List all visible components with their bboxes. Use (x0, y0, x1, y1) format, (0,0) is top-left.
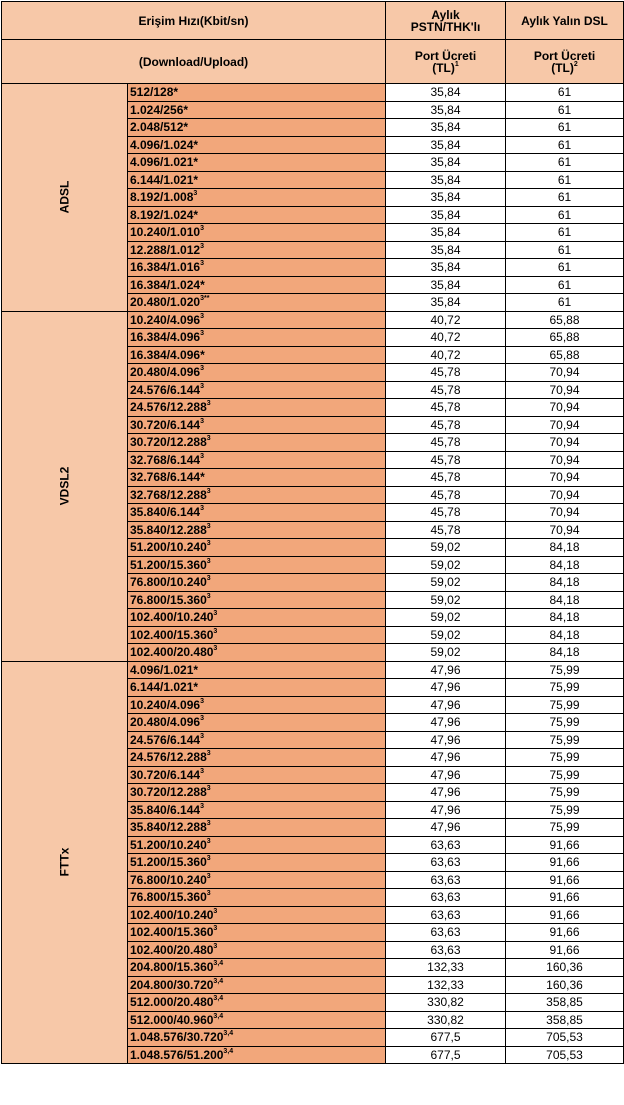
speed-value: 30.720/12.288 (130, 435, 207, 450)
dsl-price-cell: 75,99 (506, 679, 624, 697)
dsl-price-cell: 65,88 (506, 311, 624, 329)
dsl-price-cell: 705,53 (506, 1046, 624, 1064)
speed-footnote: 3,4 (213, 1012, 224, 1020)
pstn-price-cell: 35,84 (386, 189, 506, 207)
dsl-price-cell: 84,18 (506, 574, 624, 592)
speed-cell (128, 416, 386, 434)
pstn-price-cell: 47,96 (386, 661, 506, 679)
dsl-price-cell: 91,66 (506, 924, 624, 942)
dsl-price-cell: 84,18 (506, 591, 624, 609)
dsl-price-cell: 61 (506, 154, 624, 172)
pstn-price-cell: 35,84 (386, 154, 506, 172)
speed-cell (128, 154, 386, 172)
speed-footnote: 3 (200, 242, 204, 250)
speed-value: 16.384/1.024* (130, 277, 205, 292)
pstn-price-cell: 59,02 (386, 626, 506, 644)
speed-value: 6.144/1.021* (130, 172, 199, 187)
speed-value: 76.800/10.240 (130, 872, 207, 887)
dsl-price-cell: 70,94 (506, 399, 624, 417)
dsl-price-cell: 358,85 (506, 994, 624, 1012)
speed-cell (128, 381, 386, 399)
table-row (2, 84, 624, 102)
pstn-price-cell: 35,84 (386, 276, 506, 294)
pstn-price-cell: 63,63 (386, 836, 506, 854)
pstn-price-cell: 35,84 (386, 294, 506, 312)
dsl-price-cell: 61 (506, 171, 624, 189)
pstn-price-cell: 330,82 (386, 1011, 506, 1029)
pstn-price-cell: 35,84 (386, 259, 506, 277)
pstn-price-cell: 47,96 (386, 784, 506, 802)
speed-cell (128, 119, 386, 137)
speed-footnote: 3 (200, 767, 204, 775)
pstn-price-cell: 59,02 (386, 556, 506, 574)
speed-cell (128, 854, 386, 872)
speed-value: 12.288/1.012 (130, 242, 201, 257)
pstn-price-cell: 47,96 (386, 749, 506, 767)
speed-cell (128, 731, 386, 749)
speed-value: 6.144/1.021* (130, 680, 199, 695)
speed-cell (128, 749, 386, 767)
pstn-price-cell: 45,78 (386, 504, 506, 522)
dsl-column-title: Aylık Yalın DSL (506, 2, 624, 40)
dsl-price-cell: 75,99 (506, 661, 624, 679)
dsl-price-cell: 65,88 (506, 329, 624, 347)
dsl-price-cell: 84,18 (506, 626, 624, 644)
dsl-sub-footnote: 2 (573, 60, 578, 68)
dsl-price-cell: 61 (506, 206, 624, 224)
pstn-price-cell: 63,63 (386, 854, 506, 872)
pstn-price-cell: 47,96 (386, 731, 506, 749)
dsl-price-cell: 70,94 (506, 521, 624, 539)
speed-footnote: 3,4 (223, 1030, 234, 1038)
speed-value: 30.720/6.144 (130, 767, 201, 782)
speed-footnote: 3 (206, 820, 211, 828)
speed-footnote: 3 (200, 330, 204, 338)
dsl-price-cell: 75,99 (506, 801, 624, 819)
speed-value: 51.200/15.360 (130, 855, 207, 870)
speed-value: 20.480/4.096 (130, 365, 201, 380)
speed-cell (128, 241, 386, 259)
speed-cell (128, 521, 386, 539)
speed-value: 76.800/15.360 (130, 890, 207, 905)
speed-value: 2.048/512* (130, 120, 189, 135)
pstn-column-subtitle (386, 40, 506, 84)
speed-footnote: 3 (206, 592, 211, 600)
speed-cell (128, 399, 386, 417)
speed-value: 1.048.576/51.200 (130, 1047, 224, 1062)
speed-cell (128, 224, 386, 242)
dsl-price-cell: 84,18 (506, 539, 624, 557)
dsl-price-cell: 70,94 (506, 486, 624, 504)
speed-value: 35.840/12.288 (130, 522, 207, 537)
speed-footnote: 3 (206, 557, 211, 565)
dsl-price-cell: 75,99 (506, 696, 624, 714)
speed-value: 16.384/4.096* (130, 347, 205, 362)
speed-value: 204.800/30.720 (130, 977, 214, 992)
speed-footnote: 3 (200, 732, 204, 740)
dsl-price-cell: 70,94 (506, 434, 624, 452)
pstn-sub-line2 (386, 62, 505, 74)
dsl-price-cell: 75,99 (506, 714, 624, 732)
group-label-fttx (2, 661, 128, 1064)
tariff-table (1, 1, 624, 1064)
speed-footnote: 3 (200, 697, 204, 705)
dsl-price-cell: 70,94 (506, 469, 624, 487)
speed-footnote: 3 (206, 487, 211, 495)
dsl-price-cell: 91,66 (506, 941, 624, 959)
speed-footnote: 3 (206, 872, 211, 880)
speed-cell (128, 819, 386, 837)
speed-cell (128, 189, 386, 207)
speed-footnote: 3 (206, 575, 211, 583)
pstn-price-cell: 47,96 (386, 766, 506, 784)
speed-cell (128, 574, 386, 592)
pstn-price-cell: 47,96 (386, 714, 506, 732)
speed-footnote: 3 (206, 837, 211, 845)
speed-cell (128, 451, 386, 469)
speed-value: 51.200/15.360 (130, 557, 207, 572)
pstn-price-cell: 677,5 (386, 1029, 506, 1047)
dsl-price-cell: 75,99 (506, 749, 624, 767)
dsl-price-cell: 91,66 (506, 889, 624, 907)
speed-cell (128, 486, 386, 504)
speed-cell (128, 766, 386, 784)
table-row (2, 661, 624, 679)
dsl-price-cell: 84,18 (506, 609, 624, 627)
speed-footnote: 3 (206, 540, 211, 548)
pstn-price-cell: 59,02 (386, 591, 506, 609)
speed-value: 35.840/6.144 (130, 505, 201, 520)
speed-cell (128, 469, 386, 487)
speed-footnote: 3,4 (213, 960, 224, 968)
speed-cell (128, 346, 386, 364)
speed-cell (128, 329, 386, 347)
group-name: FTTx (57, 847, 72, 877)
dsl-price-cell: 75,99 (506, 784, 624, 802)
dsl-price-cell: 61 (506, 84, 624, 102)
speed-value: 102.400/15.360 (130, 925, 214, 940)
speed-value: 32.768/6.144* (130, 470, 205, 485)
speed-value: 24.576/6.144 (130, 732, 201, 747)
speed-cell (128, 696, 386, 714)
dsl-price-cell: 61 (506, 259, 624, 277)
pstn-price-cell: 35,84 (386, 224, 506, 242)
speed-footnote: 3 (200, 260, 204, 268)
dsl-price-cell: 91,66 (506, 906, 624, 924)
pstn-price-cell: 132,33 (386, 976, 506, 994)
speed-footnote: 3,4 (213, 995, 224, 1003)
speed-footnote: 3,4 (223, 1047, 234, 1055)
speed-value: 76.800/10.240 (130, 575, 207, 590)
pstn-price-cell: 330,82 (386, 994, 506, 1012)
speed-value: 32.768/12.288 (130, 487, 207, 502)
speed-footnote: 3 (206, 785, 211, 793)
speed-cell (128, 679, 386, 697)
speed-cell (128, 101, 386, 119)
speed-cell (128, 364, 386, 382)
dsl-price-cell: 75,99 (506, 766, 624, 784)
speed-cell (128, 259, 386, 277)
pstn-price-cell: 45,78 (386, 451, 506, 469)
speed-footnote: 3 (206, 435, 211, 443)
speed-footnote: 3 (206, 890, 211, 898)
speed-footnote: 3 (213, 610, 218, 618)
dsl-price-cell: 61 (506, 119, 624, 137)
speed-cell (128, 1011, 386, 1029)
speed-value: 8.192/1.024* (130, 207, 199, 222)
speed-value: 102.400/20.480 (130, 645, 214, 660)
speed-cell (128, 801, 386, 819)
speed-value: 24.576/12.288 (130, 400, 207, 415)
pstn-price-cell: 47,96 (386, 819, 506, 837)
header-row-1 (2, 2, 624, 40)
speed-footnote: 3 (213, 627, 218, 635)
speed-value: 512/128* (130, 85, 179, 100)
dsl-price-cell: 84,18 (506, 644, 624, 662)
dsl-price-cell: 61 (506, 101, 624, 119)
pstn-price-cell: 35,84 (386, 241, 506, 259)
dsl-price-cell: 65,88 (506, 346, 624, 364)
pstn-price-cell: 35,84 (386, 84, 506, 102)
pstn-column-title (386, 2, 506, 40)
table-body (2, 84, 624, 1064)
speed-value: 51.200/10.240 (130, 540, 207, 555)
speed-cell (128, 504, 386, 522)
pstn-price-cell: 40,72 (386, 311, 506, 329)
speed-cell (128, 871, 386, 889)
pstn-price-cell: 35,84 (386, 171, 506, 189)
dsl-price-cell: 61 (506, 241, 624, 259)
speed-value: 102.400/10.240 (130, 907, 214, 922)
pstn-title-line1: Aylık (431, 7, 460, 22)
pstn-price-cell: 45,78 (386, 416, 506, 434)
speed-cell (128, 941, 386, 959)
speed-value: 24.576/12.288 (130, 750, 207, 765)
dsl-sub-line1: Port Ücreti (533, 48, 596, 63)
speed-cell (128, 311, 386, 329)
speed-cell (128, 626, 386, 644)
speed-value: 4.096/1.021* (130, 155, 199, 170)
dsl-price-cell: 705,53 (506, 1029, 624, 1047)
pstn-price-cell: 40,72 (386, 346, 506, 364)
speed-footnote: 3 (200, 312, 204, 320)
dsl-price-cell: 91,66 (506, 854, 624, 872)
speed-footnote: 3 (200, 505, 204, 513)
pstn-title-line2: PSTN/THK'lı (410, 19, 481, 34)
speed-footnote: 3 (213, 645, 218, 653)
speed-value: 32.768/6.144 (130, 452, 201, 467)
dsl-price-cell: 91,66 (506, 871, 624, 889)
speed-value: 51.200/10.240 (130, 837, 207, 852)
speed-value: 10.240/4.096 (130, 697, 201, 712)
header-row-2 (2, 40, 624, 84)
pstn-price-cell: 47,96 (386, 696, 506, 714)
speed-cell (128, 784, 386, 802)
dsl-price-cell: 61 (506, 189, 624, 207)
group-label-adsl (2, 84, 128, 312)
pstn-price-cell: 132,33 (386, 959, 506, 977)
dsl-price-cell: 160,36 (506, 976, 624, 994)
speed-value: 4.096/1.021* (130, 662, 199, 677)
speed-cell (128, 136, 386, 154)
speed-cell (128, 959, 386, 977)
speed-value: 102.400/20.480 (130, 942, 214, 957)
dsl-price-cell: 70,94 (506, 381, 624, 399)
speed-footnote: 3 (206, 400, 211, 408)
dsl-price-cell: 84,18 (506, 556, 624, 574)
pstn-price-cell: 35,84 (386, 119, 506, 137)
pstn-price-cell: 45,78 (386, 521, 506, 539)
speed-cell (128, 171, 386, 189)
group-label-vdsl2 (2, 311, 128, 661)
speed-footnote: 3 (213, 925, 218, 933)
speed-footnote: 3** (200, 295, 210, 303)
speed-subtitle: (Download/Upload) (2, 40, 386, 84)
pstn-price-cell: 59,02 (386, 574, 506, 592)
pstn-sub-unit: (TL) (432, 60, 455, 75)
speed-value: 24.576/6.144 (130, 382, 201, 397)
speed-title: Erişim Hızı(Kbit/sn) (2, 2, 386, 40)
speed-cell (128, 1029, 386, 1047)
speed-cell (128, 836, 386, 854)
dsl-price-cell: 70,94 (506, 416, 624, 434)
pstn-price-cell: 63,63 (386, 906, 506, 924)
dsl-sub-line2 (506, 62, 623, 74)
pstn-price-cell: 63,63 (386, 889, 506, 907)
speed-value: 20.480/1.020 (130, 295, 201, 310)
dsl-sub-unit: (TL) (551, 60, 574, 75)
table-row (2, 311, 624, 329)
speed-cell (128, 714, 386, 732)
speed-footnote: 3 (193, 190, 198, 198)
speed-value: 102.400/10.240 (130, 610, 214, 625)
pstn-price-cell: 59,02 (386, 539, 506, 557)
dsl-price-cell: 61 (506, 136, 624, 154)
pstn-price-cell: 35,84 (386, 206, 506, 224)
dsl-price-cell: 61 (506, 276, 624, 294)
speed-footnote: 3 (200, 802, 204, 810)
dsl-column-subtitle (506, 40, 624, 84)
pstn-sub-line1: Port Ücreti (414, 48, 477, 63)
speed-footnote: 3 (206, 855, 211, 863)
pstn-price-cell: 45,78 (386, 434, 506, 452)
dsl-price-cell: 75,99 (506, 819, 624, 837)
pstn-price-cell: 35,84 (386, 136, 506, 154)
speed-cell (128, 976, 386, 994)
speed-value: 16.384/4.096 (130, 330, 201, 345)
group-name: ADSL (57, 180, 72, 214)
speed-value: 10.240/4.096 (130, 312, 201, 327)
speed-value: 35.840/12.288 (130, 820, 207, 835)
speed-footnote: 3 (200, 452, 204, 460)
pstn-price-cell: 63,63 (386, 924, 506, 942)
speed-cell (128, 294, 386, 312)
pstn-price-cell: 45,78 (386, 381, 506, 399)
speed-footnote: 3 (206, 522, 211, 530)
speed-cell (128, 591, 386, 609)
speed-footnote: 3 (206, 750, 211, 758)
speed-cell (128, 206, 386, 224)
pstn-price-cell: 45,78 (386, 399, 506, 417)
speed-footnote: 3,4 (213, 977, 224, 985)
dsl-price-cell: 70,94 (506, 504, 624, 522)
dsl-price-cell: 75,99 (506, 731, 624, 749)
speed-cell (128, 644, 386, 662)
speed-footnote: 3 (200, 365, 204, 373)
pstn-price-cell: 47,96 (386, 679, 506, 697)
speed-value: 512.000/20.480 (130, 995, 214, 1010)
pstn-price-cell: 59,02 (386, 609, 506, 627)
speed-cell (128, 994, 386, 1012)
speed-value: 512.000/40.960 (130, 1012, 214, 1027)
speed-cell (128, 661, 386, 679)
speed-value: 30.720/12.288 (130, 785, 207, 800)
group-name: VDSL2 (57, 466, 72, 506)
speed-footnote: 3 (200, 382, 204, 390)
speed-value: 76.800/15.360 (130, 592, 207, 607)
pstn-price-cell: 40,72 (386, 329, 506, 347)
speed-value: 1.024/256* (130, 102, 189, 117)
pstn-price-cell: 63,63 (386, 941, 506, 959)
speed-cell (128, 1046, 386, 1064)
speed-cell (128, 84, 386, 102)
pstn-price-cell: 45,78 (386, 364, 506, 382)
pstn-price-cell: 63,63 (386, 871, 506, 889)
speed-value: 35.840/6.144 (130, 802, 201, 817)
speed-footnote: 3 (200, 417, 204, 425)
speed-value: 16.384/1.016 (130, 260, 201, 275)
speed-cell (128, 539, 386, 557)
speed-cell (128, 906, 386, 924)
speed-cell (128, 556, 386, 574)
dsl-price-cell: 61 (506, 224, 624, 242)
pstn-sub-footnote: 1 (454, 60, 459, 68)
speed-value: 8.192/1.008 (130, 190, 194, 205)
pstn-price-cell: 59,02 (386, 644, 506, 662)
speed-value: 102.400/15.360 (130, 627, 214, 642)
speed-footnote: 3 (213, 907, 218, 915)
speed-footnote: 3 (213, 942, 218, 950)
speed-footnote: 3 (200, 715, 204, 723)
pstn-price-cell: 45,78 (386, 486, 506, 504)
dsl-price-cell: 70,94 (506, 364, 624, 382)
speed-cell (128, 924, 386, 942)
speed-value: 4.096/1.024* (130, 137, 199, 152)
dsl-price-cell: 70,94 (506, 451, 624, 469)
speed-value: 30.720/6.144 (130, 417, 201, 432)
dsl-price-cell: 160,36 (506, 959, 624, 977)
pstn-price-cell: 35,84 (386, 101, 506, 119)
pstn-price-cell: 47,96 (386, 801, 506, 819)
speed-value: 10.240/1.010 (130, 225, 201, 240)
pstn-price-cell: 677,5 (386, 1046, 506, 1064)
dsl-price-cell: 61 (506, 294, 624, 312)
pstn-price-cell: 45,78 (386, 469, 506, 487)
dsl-price-cell: 358,85 (506, 1011, 624, 1029)
speed-cell (128, 889, 386, 907)
speed-cell (128, 276, 386, 294)
speed-cell (128, 434, 386, 452)
speed-footnote: 3 (200, 225, 204, 233)
speed-value: 20.480/4.096 (130, 715, 201, 730)
speed-cell (128, 609, 386, 627)
dsl-price-cell: 91,66 (506, 836, 624, 854)
speed-value: 204.800/15.360 (130, 960, 214, 975)
speed-value: 1.048.576/30.720 (130, 1030, 224, 1045)
